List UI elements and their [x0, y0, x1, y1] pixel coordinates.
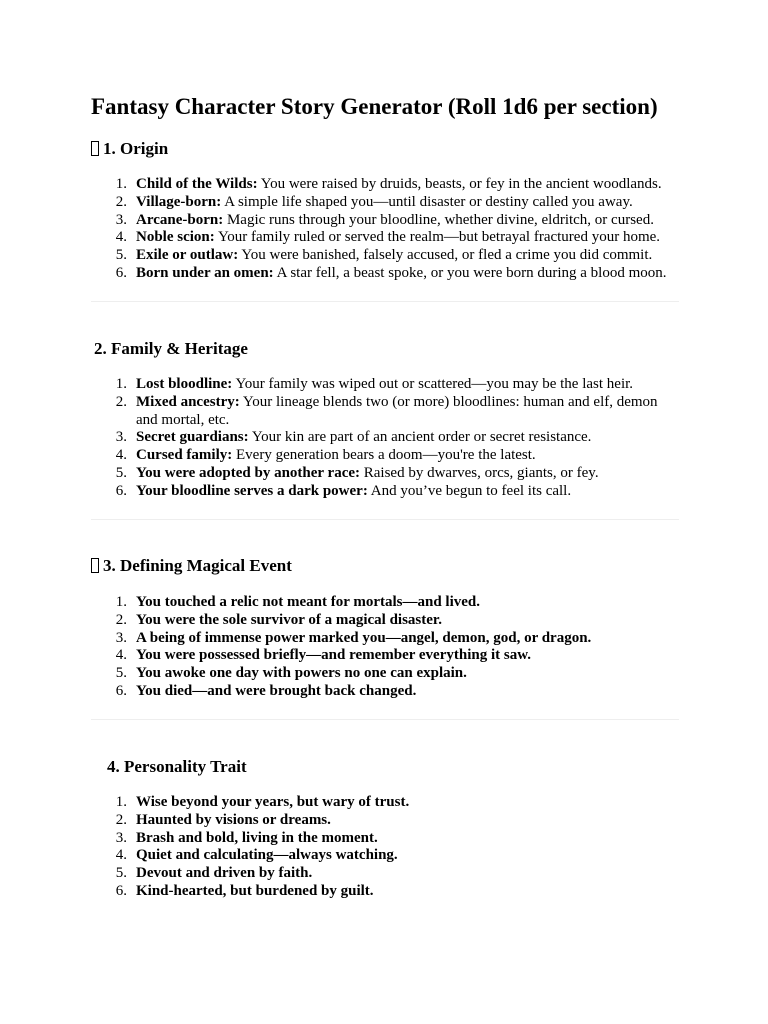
- list-item: 3. Brash and bold, living in the moment.: [115, 829, 378, 846]
- list-item: 2. Village-born: A simple life shaped you—until disaster or destiny called you away.: [115, 193, 633, 210]
- origin-list: [91, 176, 679, 283]
- family-heritage-list: [91, 376, 679, 501]
- list-item: 1. Wise beyond your years, but wary of trust.: [115, 794, 410, 810]
- list-item: 3. Secret guardians: Your kin are part of an ancient order or secret resistance.: [115, 429, 592, 446]
- section-personality-trait: [107, 756, 695, 778]
- list-item: 3. A being of immense power marked you—angel, demon, god, or dragon.: [115, 629, 592, 646]
- missing-glyph-icon: [91, 141, 99, 156]
- list-item: 4. Quiet and calculating—always watching.: [115, 847, 398, 864]
- missing-glyph-icon: [91, 558, 99, 573]
- section-divider: [91, 301, 679, 302]
- magical-event-list: [91, 594, 679, 701]
- section-heading: 2. Family & Heritage: [94, 339, 248, 358]
- list-item: 5. Devout and driven by faith.: [115, 865, 313, 882]
- list-item: 1. Lost bloodline: Your family was wiped out or scattered—you may be the last heir.: [115, 376, 634, 392]
- list-item: 6. Born under an omen: A star fell, a beast spoke, or you were born during a blood moon.: [115, 264, 667, 281]
- list-item: 4. Noble scion: Your family ruled or served the realm—but betrayal fractured your home.: [115, 229, 661, 246]
- list-item: 4. You were possessed briefly—and remember everything it saw.: [115, 647, 531, 664]
- list-item: 6. You died—and were brought back changed.: [115, 682, 417, 699]
- list-item: 2. Mixed ancestry: Your lineage blends two (or more) bloodlines: human and elf, demon and mortal, etc.: [115, 393, 658, 428]
- list-item: 5. Exile or outlaw: You were banished, falsely accused, or fled a crime you did commit.: [115, 247, 653, 264]
- page-title: Fantasy Character Story Generator (Roll 1d6 per section): [91, 94, 658, 119]
- section-defining-magical-event: [91, 555, 679, 577]
- list-item: 2. You were the sole survivor of a magical disaster.: [115, 611, 442, 628]
- personality-trait-list: [91, 794, 679, 901]
- section-origin: [91, 138, 679, 160]
- section-heading: 3. Defining Magical Event: [91, 555, 679, 577]
- list-item: 5. You awoke one day with powers no one can explain.: [115, 665, 467, 682]
- section-divider: [91, 719, 679, 720]
- section-heading: 1. Origin: [91, 138, 679, 160]
- list-item: 6. Kind-hearted, but burdened by guilt.: [115, 882, 374, 899]
- list-item: 4. Cursed family: Every generation bears a doom—you're the latest.: [115, 447, 536, 464]
- section-divider: [91, 519, 679, 520]
- list-item: 5. You were adopted by another race: Raised by dwarves, orcs, giants, or fey.: [115, 464, 599, 481]
- list-item: 2. Haunted by visions or dreams.: [115, 811, 331, 828]
- list-item: 3. Arcane-born: Magic runs through your bloodline, whether divine, eldritch, or cursed.: [115, 211, 654, 228]
- list-item: 6. Your bloodline serves a dark power: And you’ve begun to feel its call.: [115, 482, 572, 499]
- list-item: 1. You touched a relic not meant for mortals—and lived.: [115, 594, 481, 610]
- section-heading: 4. Personality Trait: [107, 757, 247, 776]
- section-family-heritage: [94, 338, 682, 360]
- list-item: 1. Child of the Wilds: You were raised by druids, beasts, or fey in the ancient woodlands.: [115, 176, 662, 192]
